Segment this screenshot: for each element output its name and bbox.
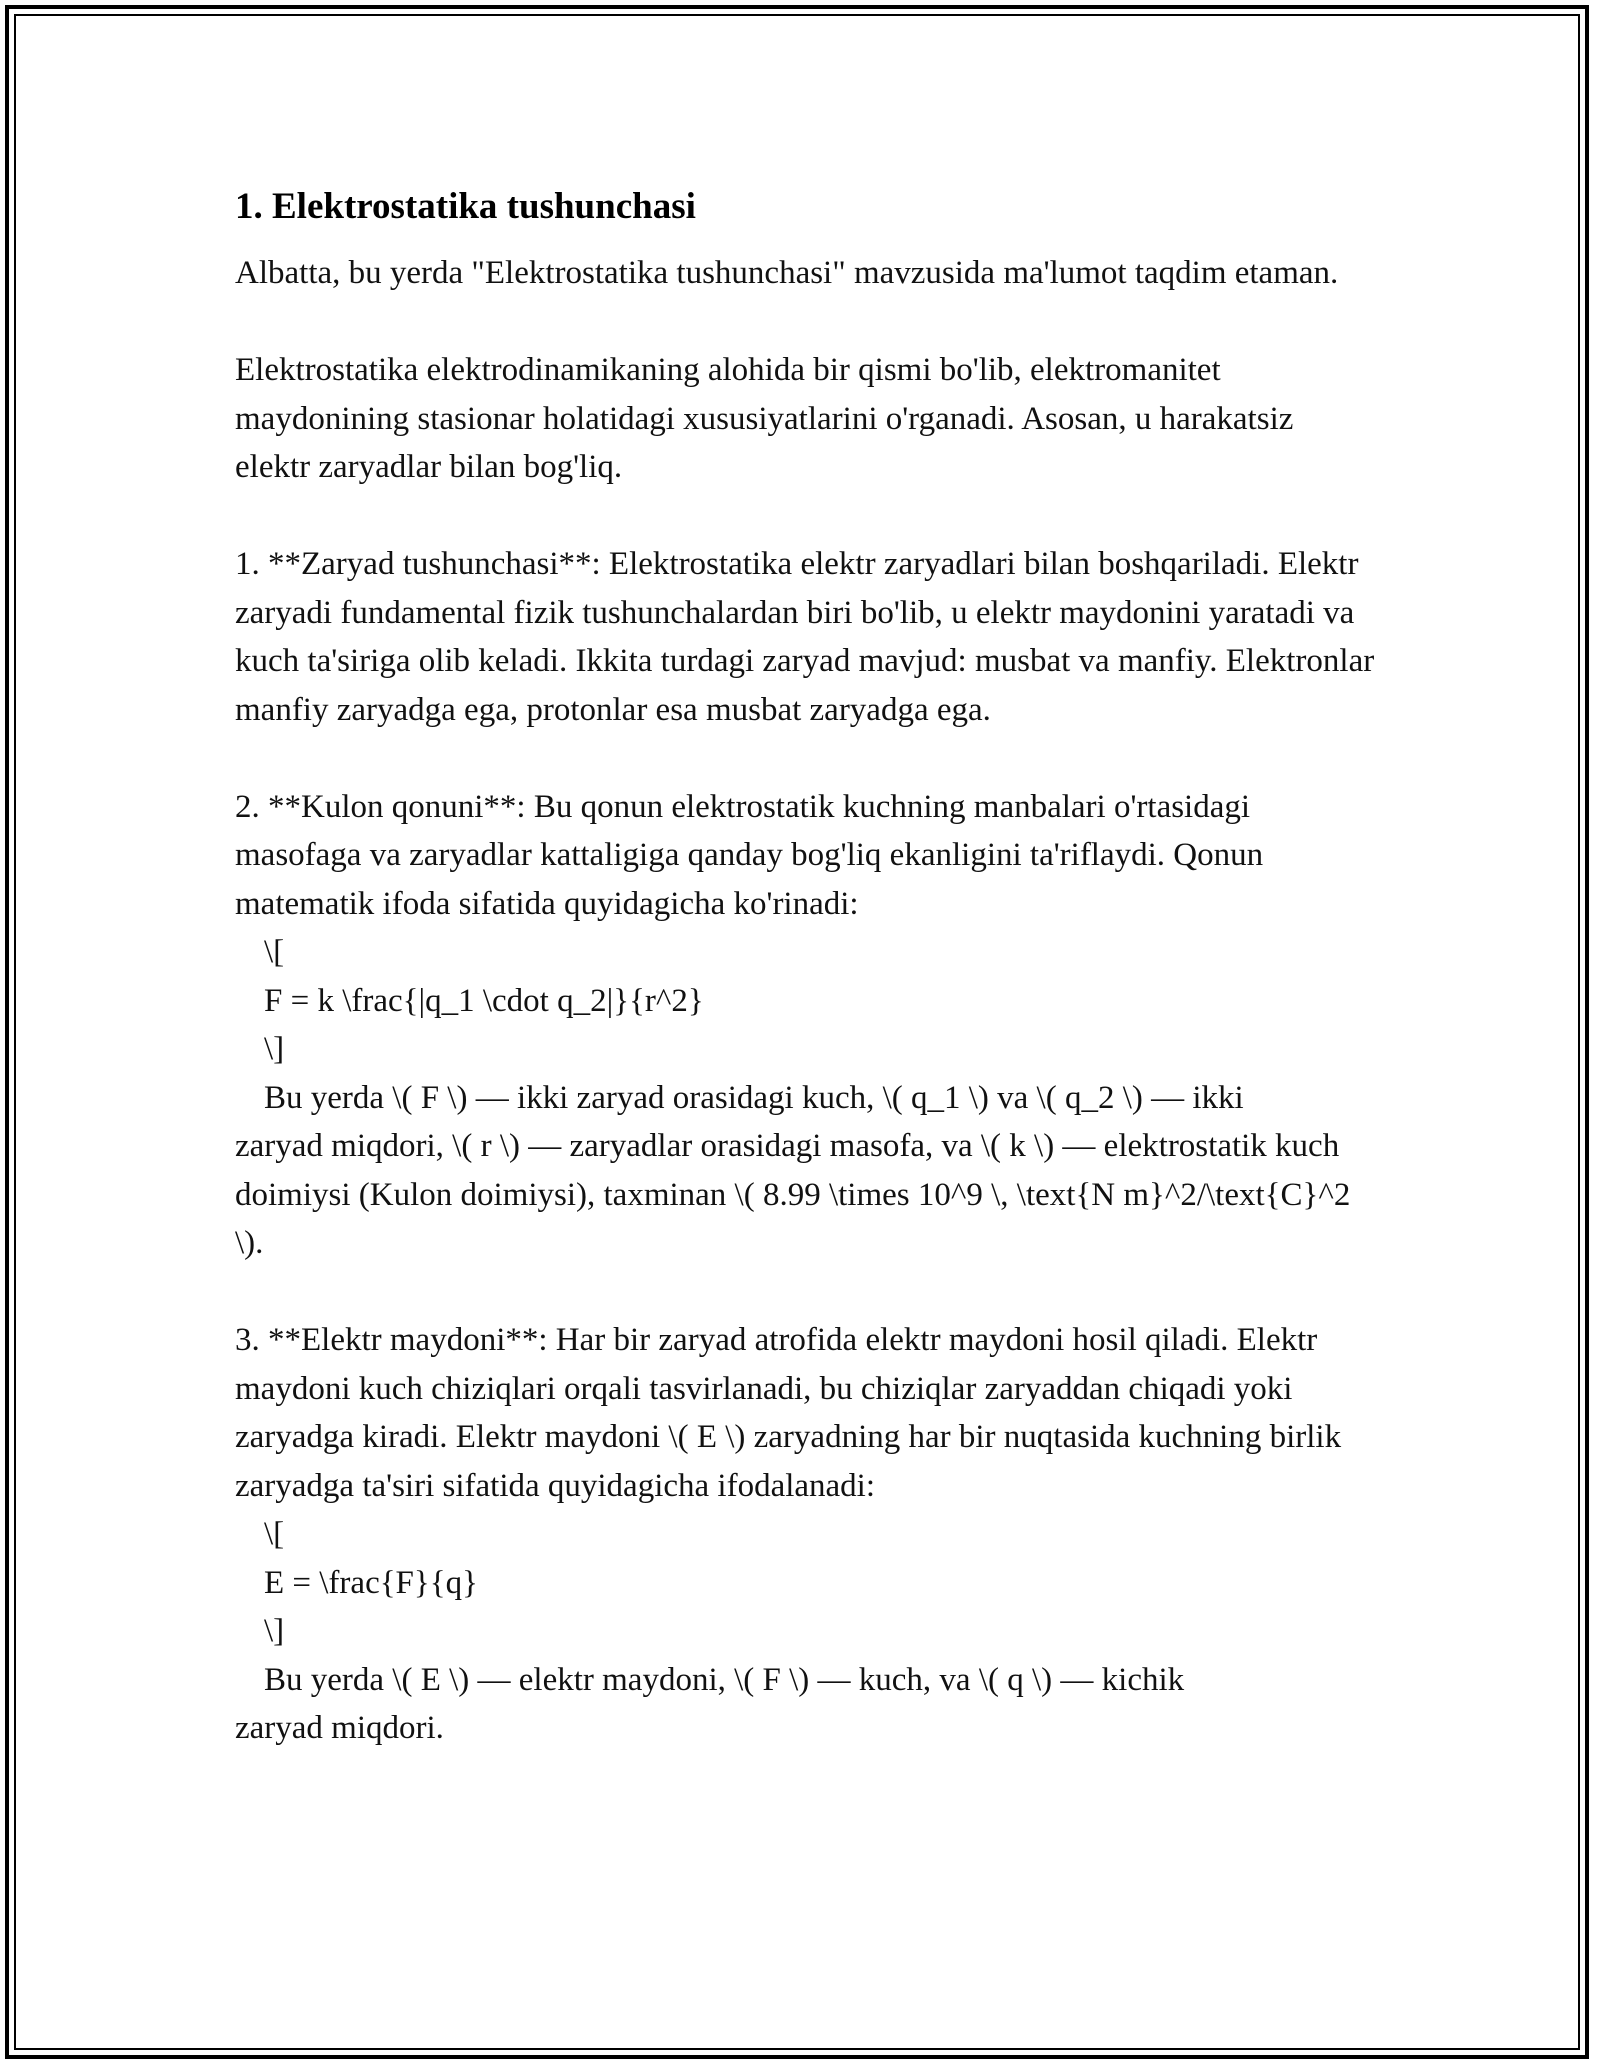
electric-field-section [235,1316,1375,1753]
coulomb-law-section [235,783,1375,1268]
overview-paragraph: Elektrostatika elektrodinamikaning alohida bir qismi bo'lib, elektromanitet maydonining stasionar holatidagi xususiyatlarini o'rganadi. Asosan, u harakatsiz elektr zaryadlar bilan bog'liq. [235,352,1302,485]
formula-open-delimiter: \[ [264,934,285,970]
paragraph-spacer [235,492,1375,541]
coulomb-law-text: 2. **Kulon qonuni**: Bu qonun elektrostatik kuchning manbalari o'rtasidagi masofaga va zaryadlar kattaligiga qanday bog'liq ekanligini ta'riflaydi. Qonun matematik ifoda sifatida quyidagicha ko'rinadi: [235,788,1272,922]
intro-paragraph: Albatta, bu yerda "Elektrostatika tushunchasi" mavzusida ma'lumot taqdim etaman. [235,255,1339,291]
coulomb-explanation-first-line: Bu yerda \( F \) — ikki zaryad orasidagi kuch, \( q_1 \) va \( q_2 \) — ikki [264,1079,1244,1116]
charge-concept-paragraph: 1. **Zaryad tushunchasi**: Elektrostatika elektr zaryadlari bilan boshqariladi. Elektr zaryadi fundamental fizik tushunchalardan biri bo'lib, u elektr maydonini yaratadi va kuch ta'siriga olib keladi. Ikkita turdagi zaryad mavjud: musbat va manfiy. Elektronlar manfiy zaryadga ega, protonlar esa musbat zaryadga ega. [235,546,1383,728]
electric-field-text: 3. **Elektr maydoni**: Har bir zaryad atrofida elektr maydoni hosil qiladi. Elektr maydoni kuch chiziqlari orqali tasvirlanadi, bu chiziqlar zaryaddan chiqadi yoki zaryadga kiradi. Elektr maydoni \( E \) zaryadning har bir nuqtasida kuchning birlik zaryadga ta'siri sifatida quyidagicha ifodalanadi: [235,1322,1350,1504]
paragraph-spacer [235,298,1375,347]
electric-field-formula: E = \frac{F}{q} [264,1564,478,1601]
electric-field-explanation-rest: zaryad miqdori. [235,1710,444,1746]
coulomb-explanation-rest: zaryad miqdori, \( r \) — zaryadlar orasidagi masofa, va \( k \) — elektrostatik kuch doimiysi (Kulon doimiysi), taxminan \( 8.99 \times 10^9 \, \text{N m}^2/\text{C}^2 \). [235,1128,1359,1261]
section-heading: 1. Elektrostatika tushunchasi [235,186,696,227]
formula-open-delimiter: \[ [264,1516,285,1552]
coulomb-formula: F = k \frac{|q_1 \cdot q_2|}{r^2} [264,982,704,1019]
formula-close-delimiter: \] [264,1031,285,1067]
paragraph-spacer [235,734,1375,783]
formula-close-delimiter: \] [264,1613,285,1649]
document-body [235,185,1383,1753]
paragraph-spacer [235,1268,1375,1317]
electric-field-explanation-first-line: Bu yerda \( E \) — elektr maydoni, \( F \) — kuch, va \( q \) — kichik [264,1661,1185,1698]
